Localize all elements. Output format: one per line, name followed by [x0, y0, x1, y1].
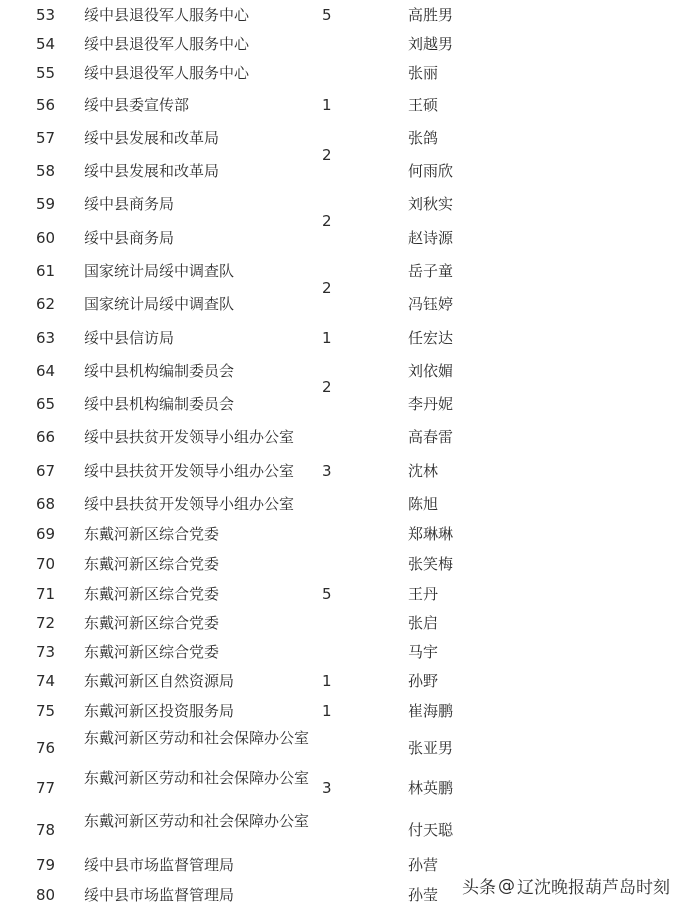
row-number: 60: [36, 229, 56, 247]
unit-cell: 东戴河新区劳动和社会保障办公室: [84, 812, 310, 830]
person-name: 刘秋实: [408, 195, 454, 213]
person-name: 王硕: [408, 96, 439, 114]
unit-cell: 绥中县商务局: [84, 195, 175, 213]
row-number: 70: [36, 555, 56, 573]
unit-cell: 绥中县市场监督管理局: [84, 886, 235, 904]
unit-cell: 绥中县发展和改革局: [84, 129, 220, 147]
unit-cell: 东戴河新区劳动和社会保障办公室: [84, 729, 310, 747]
row-number: 75: [36, 702, 56, 720]
person-name: 何雨欣: [408, 162, 454, 180]
watermark: [462, 873, 670, 898]
count-cell: 1: [322, 96, 332, 114]
unit-cell: 绥中县扶贫开发领导小组办公室: [84, 428, 295, 446]
person-name: 郑琳琳: [408, 525, 454, 543]
person-name: 孙莹: [408, 886, 439, 904]
unit-cell: 绥中县扶贫开发领导小组办公室: [84, 462, 295, 480]
person-name: 岳子童: [408, 262, 454, 280]
row-number: 55: [36, 64, 56, 82]
row-number: 71: [36, 585, 56, 603]
count-cell: 1: [322, 672, 332, 690]
row-number: 62: [36, 295, 56, 313]
unit-cell: 东戴河新区综合党委: [84, 525, 220, 543]
person-name: 张启: [408, 614, 439, 632]
person-name: 王丹: [408, 585, 439, 603]
unit-cell: 绥中县市场监督管理局: [84, 856, 235, 874]
unit-cell: 东戴河新区投资服务局: [84, 702, 235, 720]
person-name: 陈旭: [408, 495, 439, 513]
row-number: 69: [36, 525, 56, 543]
count-cell: 1: [322, 329, 332, 347]
unit-cell: 绥中县机构编制委员会: [84, 362, 235, 380]
row-number: 54: [36, 35, 56, 53]
count-cell: 2: [322, 146, 332, 164]
row-number: 67: [36, 462, 56, 480]
row-number: 77: [36, 779, 56, 797]
person-name: 李丹妮: [408, 395, 454, 413]
unit-cell: 东戴河新区综合党委: [84, 643, 220, 661]
row-number: 65: [36, 395, 56, 413]
watermark-at: @: [498, 875, 515, 896]
row-number: 61: [36, 262, 56, 280]
row-number: 76: [36, 739, 56, 757]
row-number: 73: [36, 643, 56, 661]
person-name: 崔海鹏: [408, 702, 454, 720]
person-name: 刘越男: [408, 35, 454, 53]
person-name: 林英鹏: [408, 779, 454, 797]
person-name: 张鸽: [408, 129, 439, 147]
watermark-prefix: 头条: [462, 878, 496, 898]
row-number: 57: [36, 129, 56, 147]
count-cell: 1: [322, 702, 332, 720]
unit-cell: 绥中县发展和改革局: [84, 162, 220, 180]
count-cell: 2: [322, 378, 332, 396]
person-name: 冯钰婷: [408, 295, 454, 313]
unit-cell: 东戴河新区综合党委: [84, 555, 220, 573]
row-number: 72: [36, 614, 56, 632]
person-name: 赵诗源: [408, 229, 454, 247]
unit-cell: 绥中县退役军人服务中心: [84, 6, 250, 24]
count-cell: 5: [322, 585, 332, 603]
person-name: 任宏达: [408, 329, 454, 347]
unit-cell: 绥中县扶贫开发领导小组办公室: [84, 495, 295, 513]
row-number: 68: [36, 495, 56, 513]
person-name: 高胜男: [408, 6, 454, 24]
count-cell: 2: [322, 279, 332, 297]
row-number: 78: [36, 821, 56, 839]
unit-cell: 东戴河新区自然资源局: [84, 672, 235, 690]
person-name: 张笑梅: [408, 555, 454, 573]
count-cell: 5: [322, 6, 332, 24]
unit-cell: 东戴河新区劳动和社会保障办公室: [84, 769, 310, 787]
row-number: 80: [36, 886, 56, 904]
person-name: 张丽: [408, 64, 439, 82]
row-number: 79: [36, 856, 56, 874]
person-name: 高春雷: [408, 428, 454, 446]
watermark-account: 辽沈晚报葫芦岛时刻: [517, 878, 670, 898]
person-name: 马宇: [408, 643, 439, 661]
row-number: 74: [36, 672, 56, 690]
person-name: 张亚男: [408, 739, 454, 757]
row-number: 64: [36, 362, 56, 380]
unit-cell: 绥中县机构编制委员会: [84, 395, 235, 413]
row-number: 56: [36, 96, 56, 114]
unit-cell: 东戴河新区综合党委: [84, 614, 220, 632]
count-cell: 2: [322, 212, 332, 230]
person-name: 刘依媚: [408, 362, 454, 380]
row-number: 63: [36, 329, 56, 347]
unit-cell: 东戴河新区综合党委: [84, 585, 220, 603]
unit-cell: 国家统计局绥中调查队: [84, 295, 235, 313]
unit-cell: 绥中县退役军人服务中心: [84, 35, 250, 53]
unit-cell: 绥中县商务局: [84, 229, 175, 247]
row-number: 59: [36, 195, 56, 213]
person-name: 沈林: [408, 462, 439, 480]
row-number: 66: [36, 428, 56, 446]
row-number: 58: [36, 162, 56, 180]
row-number: 53: [36, 6, 56, 24]
unit-cell: 绥中县委宣传部: [84, 96, 190, 114]
person-name: 付天聪: [408, 821, 454, 839]
unit-cell: 绥中县退役军人服务中心: [84, 64, 250, 82]
unit-cell: 国家统计局绥中调查队: [84, 262, 235, 280]
unit-cell: 绥中县信访局: [84, 329, 175, 347]
count-cell: 3: [322, 462, 332, 480]
count-cell: 3: [322, 779, 332, 797]
person-name: 孙野: [408, 672, 439, 690]
person-name: 孙营: [408, 856, 439, 874]
